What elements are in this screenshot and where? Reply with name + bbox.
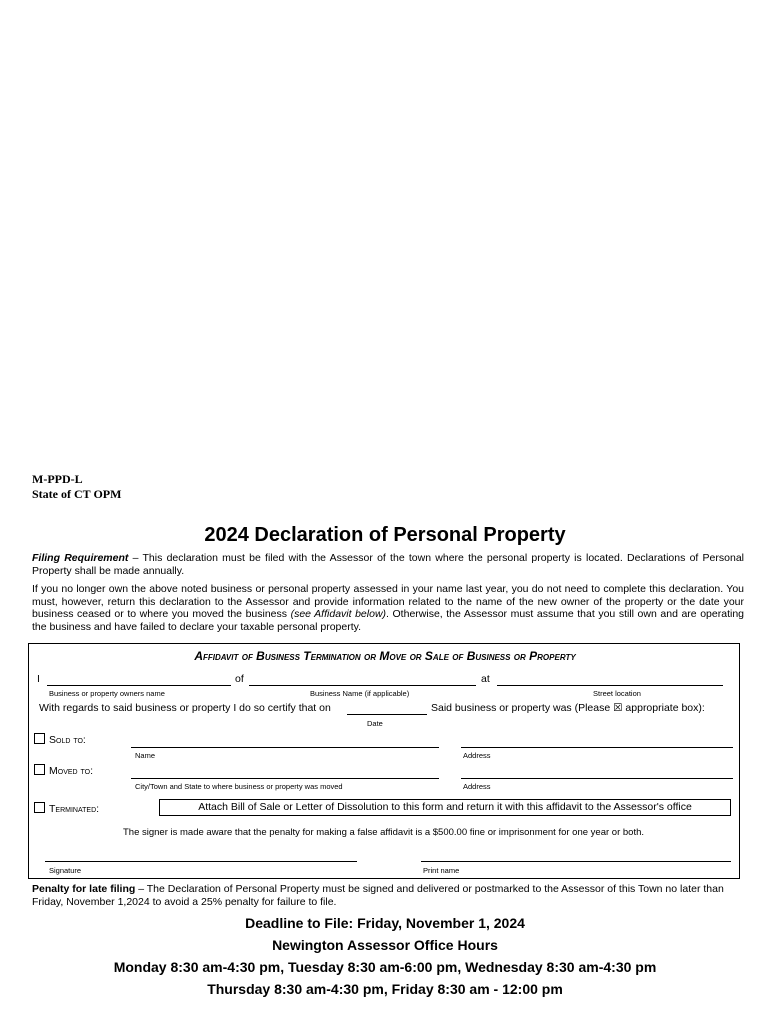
business-name-field[interactable] [249,685,476,686]
form-header [32,472,121,502]
penalty-text: – The Declaration of Personal Property must be signed and delivered or postmarked to the Assessor of this Town no later than Friday, November 1,2024 to avoid a 25% penalty for failure to file. [32,883,724,908]
moved-address-field[interactable] [461,778,733,779]
street-location-field[interactable] [497,685,723,686]
agency-name: State of CT OPM [32,487,122,501]
no-longer-italic: (see Affidavit below) [290,608,387,620]
print-name-field[interactable] [421,861,731,862]
terminated-label: Terminated: [49,803,100,815]
moved-label: Moved to: [49,765,94,777]
i-label: I [37,673,40,685]
penalty-label: Penalty for late filing [32,883,136,895]
late-filing-penalty [32,883,744,908]
owner-name-field[interactable] [47,685,231,686]
owner-caption: Business or property owners name [49,689,165,698]
address-caption: Address [463,751,491,760]
filing-text: – This declaration must be filed with the Assessor of the town where the personal property is located. Declarations of Personal Property shall be made annually. [32,552,744,577]
terminated-checkbox[interactable] [34,802,45,813]
name-caption: Name [135,751,156,760]
city-caption: City/Town and State to where business or property was moved [135,782,343,791]
deadline-heading: Deadline to File: Friday, November 1, 2024 [245,915,525,931]
office-hours-heading: Newington Assessor Office Hours [272,937,498,953]
address-caption-2: Address [463,782,491,791]
signature-field[interactable] [45,861,357,862]
filing-label: Filing Requirement [32,552,129,564]
at-label: at [481,673,490,685]
false-affidavit-penalty: The signer is made aware that the penalty for making a false affidavit is a $500.00 fine or imprisonment for one year or both. [122,827,645,838]
attach-instruction: Attach Bill of Sale or Letter of Dissolution to this form and return it with this affidavit to the Assessor's office [159,799,731,816]
no-longer-text-1: If you no longer own the above noted business or personal property assessed in your name last year, you do not need to complete this declaration. You must, however, return this declaration to the Assessor and provide information related to the name of the new owner of the property or the date your business ceased or to where you moved the business [32,583,744,620]
filing-requirement [32,552,744,577]
moved-checkbox[interactable] [34,764,45,775]
status-text: Said business or property was (Please ☒ appropriate box): [431,702,705,714]
street-caption: Street location [593,689,641,698]
office-hours-line-1: Monday 8:30 am-4:30 pm, Tuesday 8:30 am-6:00 pm, Wednesday 8:30 am-4:30 pm [113,959,657,975]
form-code: M-PPD-L [32,472,83,486]
page-title: 2024 Declaration of Personal Property [204,524,566,546]
no-longer-own-paragraph [32,583,744,633]
sold-address-field[interactable] [461,747,733,748]
moved-city-field[interactable] [131,778,439,779]
of-label: of [235,673,244,685]
office-hours-line-2: Thursday 8:30 am-4:30 pm, Friday 8:30 am - 12:00 pm [207,981,563,997]
sold-name-field[interactable] [131,747,439,748]
certify-text: With regards to said business or property I do so certify that on [39,702,331,714]
no-longer-text-2: . Otherwise, the Assessor must assume that you still own and are operating the business and have failed to declare your taxable personal property. [32,608,744,633]
signature-caption: Signature [49,866,82,875]
print-name-caption: Print name [423,866,460,875]
affidavit-title: Affidavit of Business Termination or Move or Sale of Business or Property [194,649,576,663]
date-field[interactable] [347,714,427,715]
business-caption: Business Name (if applicable) [310,689,410,698]
sold-checkbox[interactable] [34,733,45,744]
sold-label: Sold to: [49,734,86,746]
affidavit-box [28,643,740,879]
date-caption: Date [367,719,383,728]
